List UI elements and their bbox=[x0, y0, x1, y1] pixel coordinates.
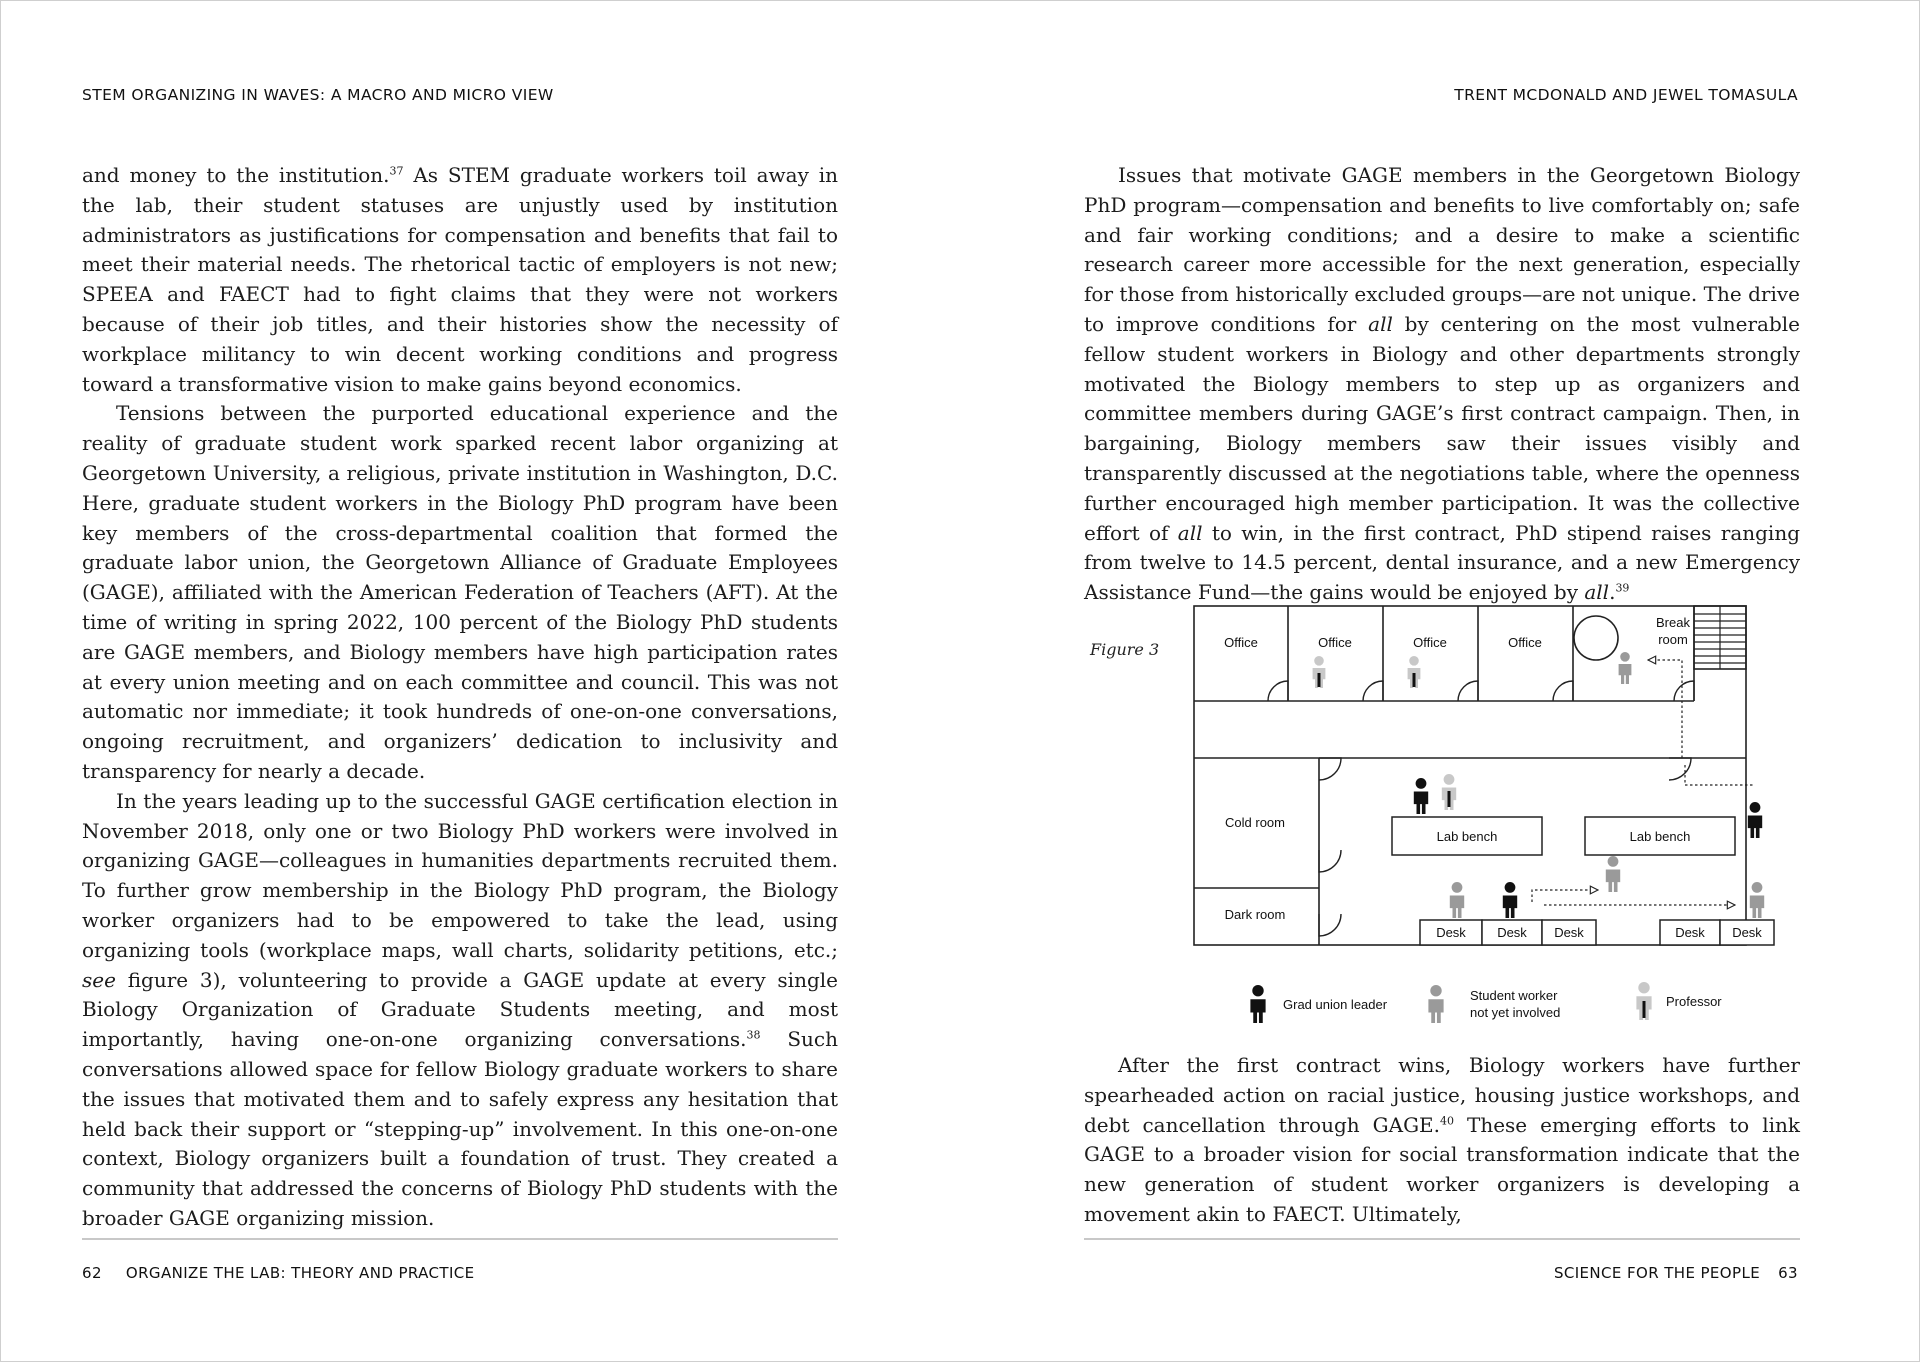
footer-title-left: ORGANIZE THE LAB: THEORY AND PRACTICE bbox=[125, 1264, 475, 1282]
figure-legend bbox=[1230, 978, 1660, 1028]
union-leader-marker bbox=[1414, 778, 1428, 814]
legend-worker-icon bbox=[1428, 985, 1443, 1023]
bench-label-2: Lab bench bbox=[1629, 829, 1691, 844]
footnote-ref-37[interactable]: 37 bbox=[389, 164, 404, 178]
figure-caption: Figure 3 bbox=[1090, 640, 1160, 659]
page-number-left: 62 bbox=[82, 1264, 102, 1282]
text-run: . bbox=[1609, 580, 1616, 605]
legend-worker-label-2: not yet involved bbox=[1470, 1005, 1561, 1020]
desk-label-3: Desk bbox=[1554, 925, 1584, 940]
italic-see: see bbox=[82, 967, 116, 992]
student-worker-marker bbox=[1606, 856, 1620, 892]
desk-label-4: Desk bbox=[1675, 925, 1705, 940]
footer-left bbox=[82, 1264, 475, 1282]
text-run: Such conversations allowed space for fellow Biology graduate workers to share the issues that motivated them and to safely express any hesitation that held back their support or “stepping-up” involvement. In this one-on-one context, Biology organizers built a foundation of trust. They created a community that addressed the concerns of Biology PhD students with the broader GAGE organizing mission. bbox=[82, 1027, 838, 1230]
room-label-office-3: Office bbox=[1413, 635, 1447, 650]
right-paragraph-2 bbox=[1084, 1051, 1800, 1230]
text-run: figure 3), volunteering to provide a GAGE update at every single Biology Organization of Graduate Students meeting, and most importantly, having one-on-one organizing conversations. bbox=[82, 967, 838, 1052]
legend-leader-label: Grad union leader bbox=[1283, 997, 1388, 1012]
tie-icon bbox=[1643, 1001, 1646, 1018]
right-body-text-top bbox=[1084, 161, 1800, 608]
desk-label-1: Desk bbox=[1436, 925, 1466, 940]
running-head-right: TRENT MCDONALD AND JEWEL TOMASULA bbox=[1454, 86, 1798, 104]
room-label-office-2: Office bbox=[1318, 635, 1352, 650]
room-label-break-1: Break bbox=[1656, 615, 1690, 630]
legend-leader-icon bbox=[1250, 985, 1265, 1023]
right-body-text-bottom bbox=[1084, 1051, 1800, 1230]
bench-label-1: Lab bench bbox=[1436, 829, 1498, 844]
running-head-left: STEM ORGANIZING IN WAVES: A MACRO AND MICRO VIEW bbox=[82, 86, 554, 104]
text-run: by centering on the most vulnerable fellow student workers in Biology and other departments strongly motivated the Biology members to step up as organizers and committee members during GAGE’s first contract campaign. Then, in bargaining, Biology members saw their issues visibly and transparently discussed at the negotiations table, where the openness further encouraged high member participation. It was the collective effort of bbox=[1084, 311, 1800, 545]
text-run: As STEM graduate workers toil away in the lab, their student statuses are unjustly used by institution administrators as justifications for compensation and benefits that fail to meet their material needs. The rhetorical tactic of employers is not new; SPEEA and FAECT had to fight claims that they were not workers because of their job titles, and their histories show the necessity of workplace militancy to win decent working conditions and progress toward a transformative vision to make gains beyond economics. bbox=[82, 163, 838, 396]
desk-label-2: Desk bbox=[1497, 925, 1527, 940]
left-paragraph-2 bbox=[82, 399, 838, 786]
break-room-table bbox=[1574, 616, 1618, 660]
legend-worker-label-1: Student worker bbox=[1470, 988, 1558, 1003]
footnote-ref-39[interactable]: 39 bbox=[1615, 581, 1630, 595]
left-paragraph-3 bbox=[82, 787, 838, 1234]
room-label-office-4: Office bbox=[1508, 635, 1542, 650]
tie-icon bbox=[1448, 791, 1451, 807]
footnote-ref-40[interactable]: 40 bbox=[1440, 1113, 1454, 1127]
footer-rule-right bbox=[1084, 1238, 1800, 1240]
text-run: and money to the institution. bbox=[82, 163, 390, 187]
text-run: Issues that motivate GAGE members in the Georgetown Biology PhD program—compensation and benefits to live comfortably on; safe and fair working conditions; and a desire to make a scientific research career more accessible for the next generation, especially for those from historically excluded groups—are not unique. The drive to improve conditions for bbox=[1084, 163, 1800, 336]
footer-rule-left bbox=[82, 1238, 838, 1240]
room-label-cold-room: Cold room bbox=[1225, 815, 1285, 830]
student-worker-marker bbox=[1450, 882, 1464, 918]
italic-all: all bbox=[1584, 580, 1610, 605]
right-paragraph-1 bbox=[1084, 161, 1800, 608]
left-paragraph-1 bbox=[82, 161, 838, 399]
workplace-map-figure bbox=[1180, 600, 1762, 952]
italic-all: all bbox=[1368, 311, 1393, 336]
union-leader-marker bbox=[1503, 882, 1517, 918]
text-run: In the years leading up to the successful GAGE certification election in November 2018, only one or two Biology PhD workers were involved in organizing GAGE—colleagues in humanities departments recruited them. To further grow membership in the Biology PhD program, the Biology worker organizers had to be empowered to take the lead, using organizing tools (workplace maps, wall charts, solidarity petitions, etc.; bbox=[82, 788, 838, 962]
student-worker-marker bbox=[1619, 652, 1632, 684]
desk-label-5: Desk bbox=[1732, 925, 1762, 940]
footnote-ref-38[interactable]: 38 bbox=[746, 1028, 761, 1042]
tie-icon bbox=[1413, 673, 1416, 687]
footer-title-right: SCIENCE FOR THE PEOPLE bbox=[1553, 1264, 1761, 1282]
door-icons bbox=[1268, 681, 1694, 936]
left-body-text bbox=[82, 161, 838, 1234]
tie-icon bbox=[1318, 673, 1321, 687]
text-run: to win, in the first contract, PhD stipend raises ranging from twelve to 14.5 percent, dental insurance, and a new Emergency Assistance Fund—the gains would be enjoyed by bbox=[1084, 520, 1801, 605]
page-number-right: 63 bbox=[1778, 1264, 1798, 1282]
room-label-dark-room: Dark room bbox=[1224, 907, 1286, 922]
legend-professor-label: Professor bbox=[1666, 994, 1722, 1009]
stairs-icon bbox=[1694, 606, 1746, 669]
italic-all: all bbox=[1177, 520, 1203, 545]
room-label-office-1: Office bbox=[1224, 635, 1258, 650]
footer-right bbox=[1554, 1264, 1798, 1282]
text-run: These emerging efforts to link GAGE to a broader vision for social transformation indicate that the new generation of student worker organizers is developing a movement akin to FAECT. Ultimately, bbox=[1084, 1112, 1800, 1226]
text-run: After the first contract wins, Biology workers have further spearheaded action on racial justice, housing justice workshops, and debt cancellation through GAGE. bbox=[1084, 1053, 1800, 1137]
room-label-break-2: room bbox=[1658, 632, 1688, 647]
text-run: Tensions between the purported educational experience and the reality of graduate student work sparked recent labor organizing at Georgetown University, a religious, private institution in Washington, D.C. Here, graduate student workers in the Biology PhD program have been key members of the cross-departmental coalition that formed the graduate labor union, the Georgetown Alliance of Graduate Employees (GAGE), affiliated with the American Federation of Teachers (AFT). At the time of writing in spring 2022, 100 percent of the Biology PhD students are GAGE members, and Biology members have high participation rates at every union meeting and on each committee and council. This was not automatic nor immediate; it took hundreds of one-on-one conversations, ongoing recruitment, and organizers’ dedication to inclusivity and transparency for nearly a decade. bbox=[82, 401, 838, 783]
